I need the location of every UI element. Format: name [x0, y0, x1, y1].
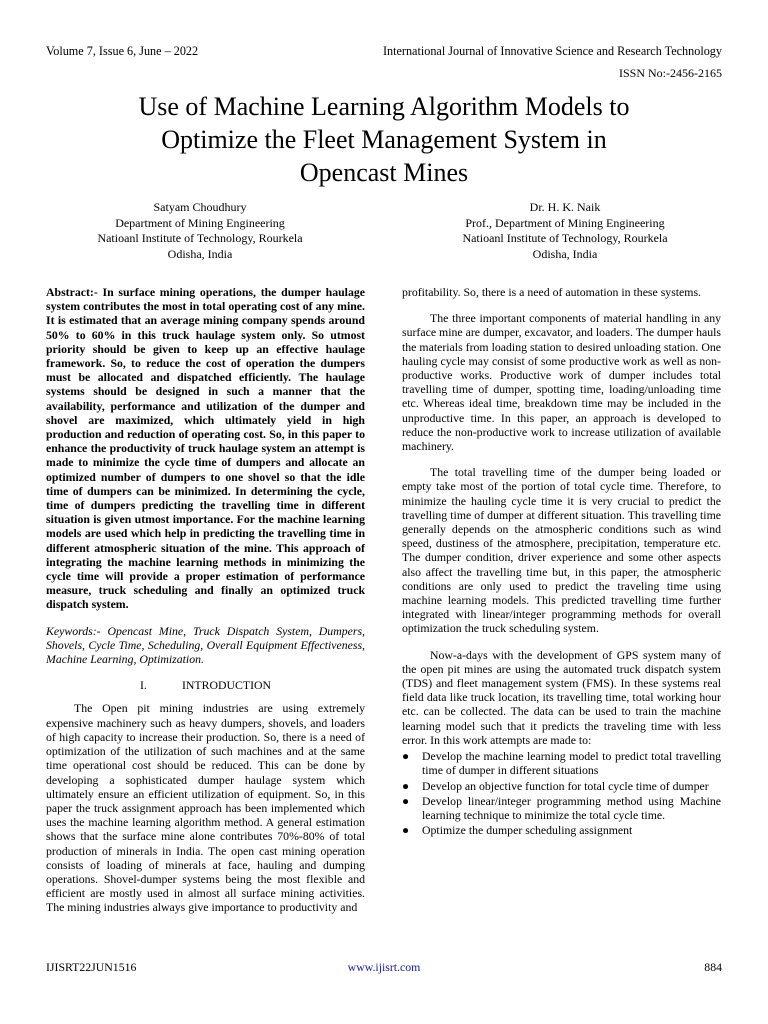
paragraph-continuation: profitability. So, there is a need of automation in these systems.	[402, 285, 702, 299]
author-name: Dr. H. K. Naik	[529, 200, 601, 214]
keywords: Keywords:- Opencast Mine, Truck Dispatch System, Dumpers, Shovels, Cycle Time, Scheduling, Overall Equipment Effectiveness, Machine Learning, Optimization.	[46, 623, 365, 667]
list-item: ● Develop an objective function for total cycle time of dumper	[402, 778, 709, 793]
author-location: Odisha, India	[167, 246, 233, 261]
paragraph-gps: Now-a-days with the development of GPS system many of the open pit mines are using the automated truck dispatch system (TDS) and fleet management system (FMS). In these systems real field data like truck location, its travelling time, total working hour etc. can be collected. The data can be used to train the machine learning model such that it predicts the traveling time with less error. In this work attempts are made to:	[402, 647, 721, 747]
bullet-icon: ●	[402, 823, 410, 838]
paragraph-material-handling: The three important components of material handling in any surface mine are dumper, excavator, and loaders. The dumper hauls the materials from loading station to desired unloading station. One hauling cycle may consist of some productive work as well as non-productive works. Productive work of dumper includes total travelling time of dumper, spotting time, loading/unloading time etc. Whereas ideal time, breakdown time may be included in the unproductive time. In this paper, an approach is developed to reduce the non-productive work to increase utilization of available machinery.	[402, 311, 721, 454]
section-number: I.	[139, 678, 147, 693]
author-name: Satyam Choudhury	[153, 200, 247, 214]
author-institute: Natioanl Institute of Technology, Rourkela	[97, 231, 303, 245]
footer-website-link[interactable]: www.ijisrt.com	[347, 960, 421, 974]
paragraph-travelling-time: The total travelling time of the dumper being loaded or empty take most of the portion of total cycle time. Therefore, to minimize the hauling cycle time it is very crucial to predict the travelling time of dumper at different situation. This travelling time generally depends on the atmospheric conditions such as wind speed, dustiness of the atmosphere, precipitation, temperature etc. The dumper condition, driver experience and some other aspects also affect the travelling time but, in this paper, the atmospheric conditions are only used to predict the traveling time using machine learning models. This predicted travelling time further integrated with linear/integer programming methods for overall optimization the truck scheduling system.	[402, 465, 721, 636]
footer-paper-id: IJISRT22JUN1516	[46, 960, 137, 974]
title-line: Optimize the Fleet Management System in	[161, 125, 607, 154]
header-volume-issue: Volume 7, Issue 6, June – 2022	[46, 44, 199, 58]
bullet-icon: ●	[402, 778, 410, 793]
objectives-list	[402, 749, 721, 837]
author-institute: Natioanl Institute of Technology, Rourkela	[462, 231, 668, 245]
author-location: Odisha, India	[532, 246, 598, 261]
list-item: ● Optimize the dumper scheduling assignment	[402, 823, 633, 838]
title-line: Opencast Mines	[299, 158, 469, 187]
paper-title	[40, 90, 728, 189]
left-column	[46, 285, 365, 927]
title-line: Use of Machine Learning Algorithm Models to	[138, 92, 630, 121]
author-block-2	[410, 200, 720, 262]
list-item: ● Develop linear/integer programming method using Machine learning technique to minimize the total cycle time.	[402, 793, 721, 822]
author-affiliation: Prof., Department of Mining Engineering	[465, 215, 665, 230]
right-column	[402, 285, 721, 838]
footer-page-number: 884	[704, 960, 722, 974]
section-heading-introduction	[46, 678, 365, 692]
section-title: INTRODUCTION	[181, 678, 272, 693]
author-block-1	[45, 200, 355, 262]
header-journal-name: International Journal of Innovative Science and Research Technology	[382, 44, 722, 58]
author-affiliation: Department of Mining Engineering	[115, 215, 285, 230]
bullet-icon: ●	[402, 749, 410, 764]
header-issn: ISSN No:-2456-2165	[618, 66, 722, 80]
intro-paragraph: The Open pit mining industries are using extremely expensive machinery such as heavy dumpers, shovels, and loaders of high capacity to increase their production. So, there is a need of optimization of the utilization of such machines and at the same time operational cost should be reduced. This can be done by developing a sophisticated dumper haulage system which ultimately ensure an efficient utilization of equipment. So, in this paper the truck assignment approach has been implemented which uses the machine learning algorithm method. A general estimation shows that the surface mine alone contributes 70%-80% of total production of minerals in India. The open cast mining operation consists of loading of minerals at face, hauling and dumping operations. Shovel-dumper systems being the most flexible and efficient are mostly used in almost all surface mining activities. The mining industries always give importance to productivity and	[46, 701, 365, 915]
list-item: ● Develop the machine learning model to predict total travelling time of dumper in different situations	[402, 749, 721, 778]
abstract: Abstract:- In surface mining operations, the dumper haulage system contributes the most in total operating cost of any mine. It is estimated that an average mining company spends around 50% to 60% in this truck haulage system only. So utmost priority should be given to keep up an effective haulage framework. So, to reduce the cost of operation the dumpers must be allocated and dispatched efficiently. The haulage systems should be designed in such a manner that the availability, performance and utilization of the dumper and shovel are maximized, which ultimately yield in high production and reduction of operating cost. So, in this paper to enhance the productivity of truck haulage system an attempt is made to minimize the cycle time of dumpers and allocate an optimized number of dumpers to one shovel so that the idle time of dumpers can be minimized. In determining the cycle, time of dumpers predicting the travelling time in different situation is given utmost importance. For the machine learning models are used which help in predicting the travelling time in different atmospheric situation of the mine. This approach of integrating the machine learning methods in minimizing the cycle time will provide a proper estimation of performance measure, truck scheduling and finally an optimized truck dispatch system.	[46, 285, 365, 612]
bullet-icon: ●	[402, 793, 410, 808]
